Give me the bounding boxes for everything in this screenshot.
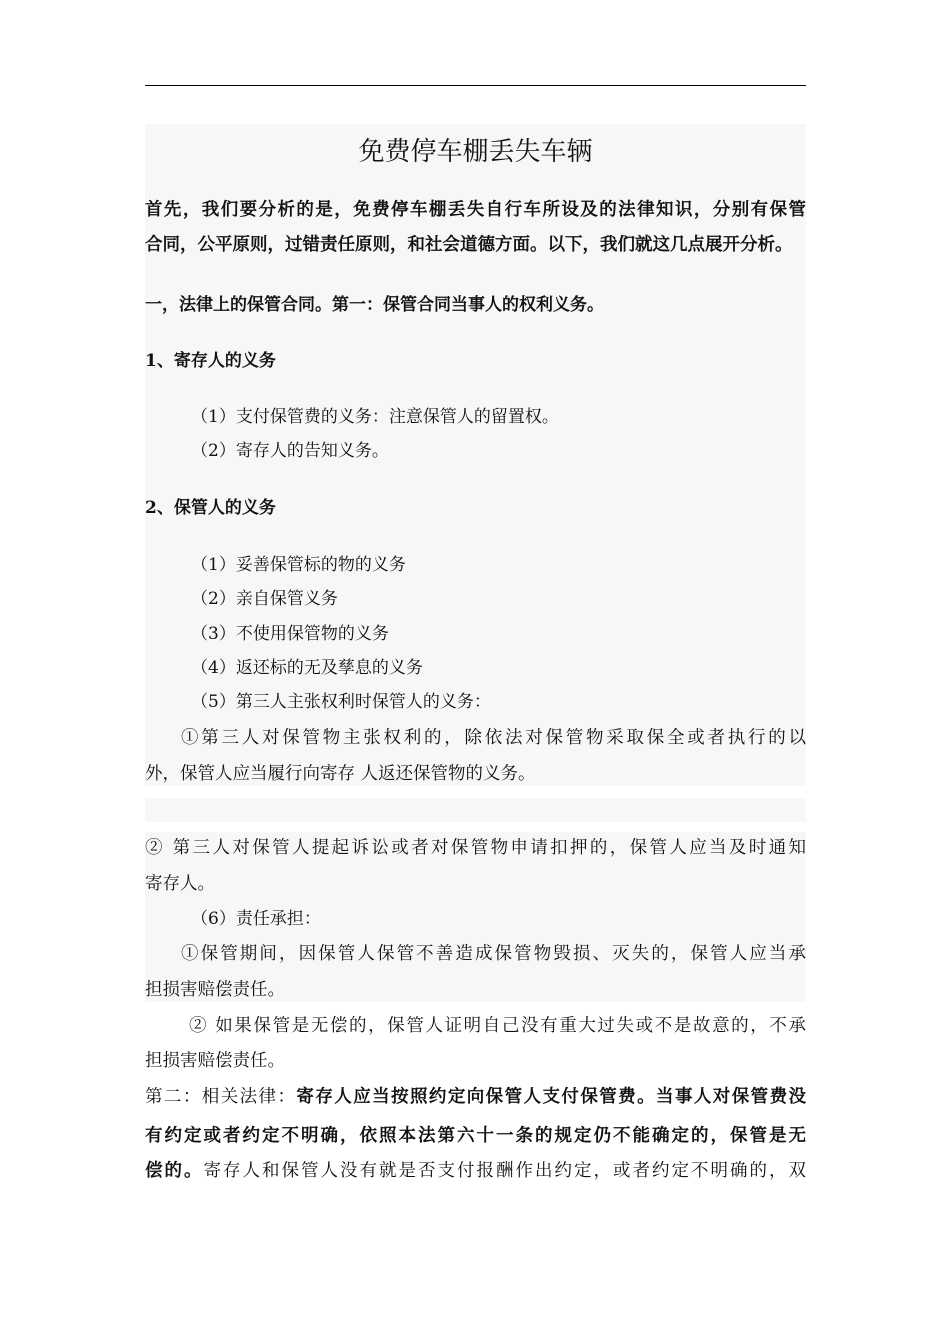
law-prefix: 第二：相关法律： — [145, 1087, 297, 1107]
paragraph-line: ①第三人对保管物主张权利的，除依法对保管物采取保全或者执行的以 — [181, 728, 806, 748]
paragraph-line: 寄存人。 — [145, 874, 215, 894]
paragraph-line: 外，保管人应当履行向寄存 人返还保管物的义务。 — [145, 764, 536, 784]
list-item: （1）支付保管费的义务：注意保管人的留置权。 — [191, 407, 559, 427]
list-item: （6）责任承担： — [191, 909, 321, 929]
law-bold-text: 偿的。 — [145, 1161, 204, 1181]
section-heading-1: 一，法律上的保管合同。第一：保管合同当事人的权利义务。 — [145, 295, 604, 315]
list-item: （5）第三人主张权利时保管人的义务： — [191, 692, 491, 712]
list-item: （1）妥善保管标的物的义务 — [191, 555, 406, 575]
list-item: （2）寄存人的告知义务。 — [191, 441, 389, 461]
law-bold-text: 寄存人应当按照约定向保管人支付保管费。当事人对保管费没 — [296, 1087, 807, 1107]
paragraph-line: ② 第三人对保管人提起诉讼或者对保管物申请扣押的，保管人应当及时通知 — [145, 838, 806, 858]
law-paragraph-line-2: 有约定或者约定不明确，依照本法第六十一条的规定仍不能确定的，保管是无 — [145, 1126, 806, 1146]
intro-line-1: 首先，我们要分析的是，免费停车棚丢失自行车所设及的法律知识，分别有保管 — [145, 200, 806, 220]
law-regular-text: 寄存人和保管人没有就是否支付报酬作出约定，或者约定不明确的，双 — [203, 1161, 806, 1181]
list-item: （2）亲自保管义务 — [191, 589, 338, 609]
law-paragraph-line-1 — [145, 1085, 806, 1109]
paragraph-line: 担损害赔偿责任。 — [145, 980, 285, 1000]
list-item: （3）不使用保管物的义务 — [191, 624, 389, 644]
document-title: 免费停车棚丢失车辆 — [358, 137, 593, 167]
law-paragraph-line-3 — [145, 1159, 806, 1183]
paragraph-line: ①保管期间，因保管人保管不善造成保管物毁损、灭失的，保管人应当承 — [181, 944, 806, 964]
paragraph-line: ② 如果保管是无偿的，保管人证明自己没有重大过失或不是故意的，不承 — [189, 1016, 806, 1036]
depositor-duties-heading: 1、寄存人的义务 — [145, 351, 276, 371]
list-item: （4）返还标的无及孳息的义务 — [191, 658, 423, 678]
custodian-duties-heading: 2、保管人的义务 — [145, 498, 276, 518]
shaded-block-2 — [145, 798, 806, 822]
intro-line-2: 合同，公平原则，过错责任原则，和社会道德方面。以下，我们就这几点展开分析。 — [145, 235, 793, 255]
header-rule — [145, 85, 806, 86]
paragraph-line: 担损害赔偿责任。 — [145, 1051, 285, 1071]
